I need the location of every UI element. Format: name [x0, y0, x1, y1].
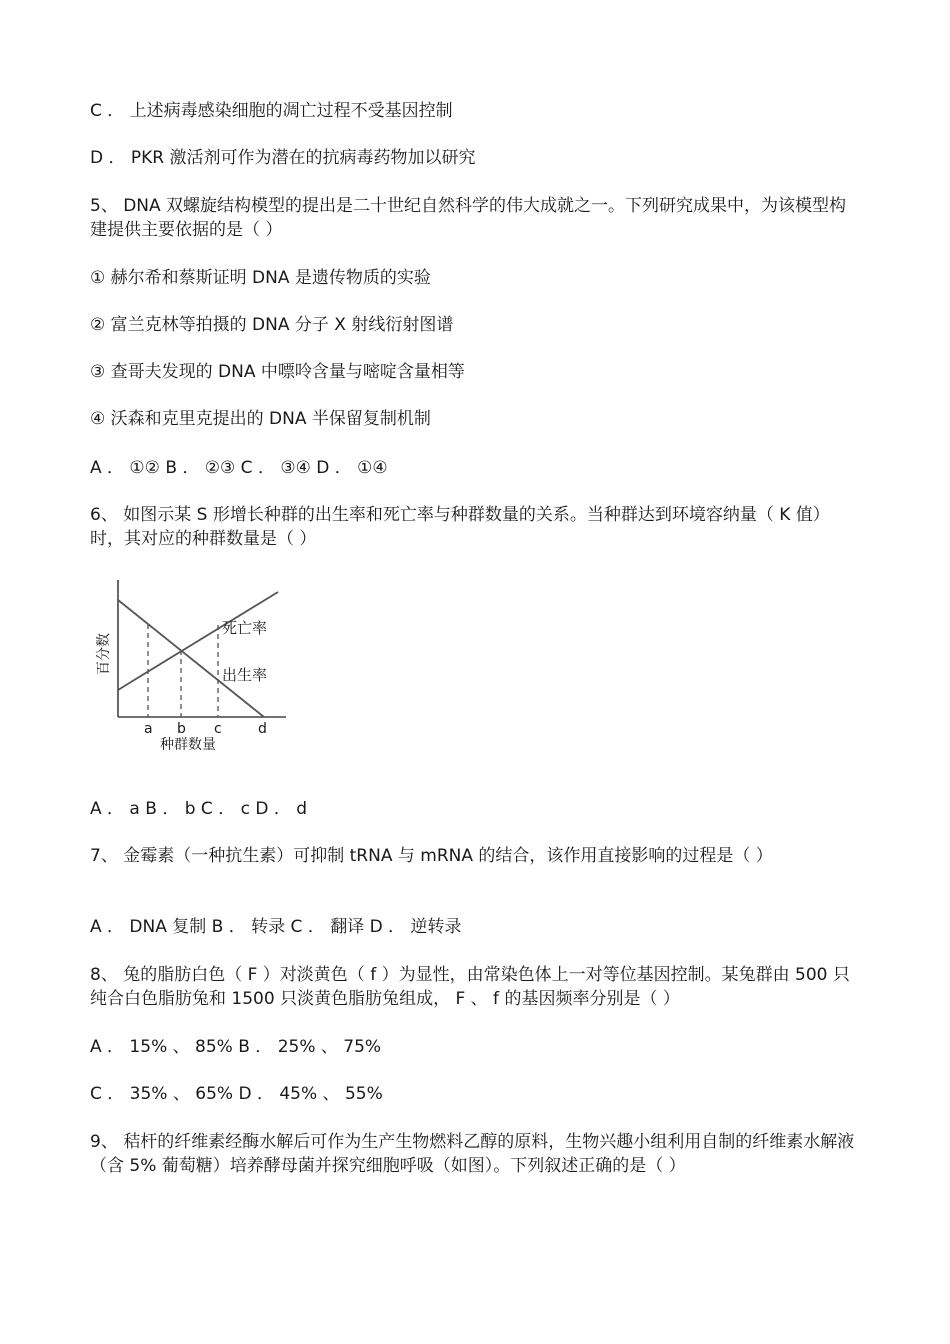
q4-option-c: C ． 上述病毒感染细胞的凋亡过程不受基因控制	[90, 101, 453, 121]
birth-rate-line	[118, 600, 264, 717]
q5-item-1: ① 赫尔希和蔡斯证明 DNA 是遗传物质的实验	[90, 268, 431, 288]
tick-d: d	[258, 721, 267, 737]
q6-options: A ． a B ． b C ． c D ． d	[90, 799, 308, 819]
q4-option-d: D ． PKR 激活剂可作为潜在的抗病毒药物加以研究	[90, 148, 476, 168]
x-axis-label: 种群数量	[160, 737, 216, 753]
q5-item-4: ④ 沃森和克里克提出的 DNA 半保留复制机制	[90, 409, 431, 429]
tick-a: a	[144, 721, 153, 737]
q6-stem: 6、 如图示某 S 形增长种群的出生率和死亡率与种群数量的关系。当种群达到环境容纳量（ K 值）时，其对应的种群数量是（ ）	[90, 505, 830, 549]
q9-stem: 9、 秸杆的纤维素经酶水解后可作为生产生物燃料乙醇的原料，生物兴趣小组利用自制的纤维素水解液（含 5% 葡萄糖）培养酵母菌并探究细胞呼吸（如图）。下列叙述正确的是（ ）	[90, 1132, 855, 1176]
q8-stem: 8、 兔的脂肪白色（ F ）对淡黄色（ f ）为显性，由常染色体上一对等位基因控制。某兔群由 500 只纯合白色脂肪兔和 1500 只淡黄色脂肪兔组成， F 、 f 的基因频率分别是（ ）	[90, 965, 850, 1009]
q5-options: A ． ①② B ． ②③ C ． ③④ D ． ①④	[90, 458, 388, 478]
tick-b: b	[177, 721, 186, 737]
q5-item-2: ② 富兰克林等拍摄的 DNA 分子 X 射线衍射图谱	[90, 315, 454, 335]
q8-options-ab: A ． 15% 、 85% B ． 25% 、 75%	[90, 1037, 382, 1057]
birth-rate-label: 出生率	[222, 666, 268, 684]
q8-options-cd: C ． 35% 、 65% D ． 45% 、 55%	[90, 1084, 383, 1104]
q5-item-3: ③ 查哥夫发现的 DNA 中嘌呤含量与嘧啶含量相等	[90, 362, 465, 382]
tick-c: c	[214, 721, 222, 737]
q7-options: A ． DNA 复制 B ． 转录 C ． 翻译 D ． 逆转录	[90, 917, 462, 937]
q5-stem: 5、 DNA 双螺旋结构模型的提出是二十世纪自然科学的伟大成就之一。下列研究成果中，为该模型构建提供主要依据的是（ ）	[90, 196, 847, 240]
q7-stem: 7、 金霉素（一种抗生素）可抑制 tRNA 与 mRNA 的结合，该作用直接影响的过程是（ ）	[90, 846, 773, 866]
death-rate-label: 死亡率	[222, 619, 268, 637]
q6-figure	[88, 572, 308, 762]
y-axis-label: 百分数	[96, 633, 112, 675]
